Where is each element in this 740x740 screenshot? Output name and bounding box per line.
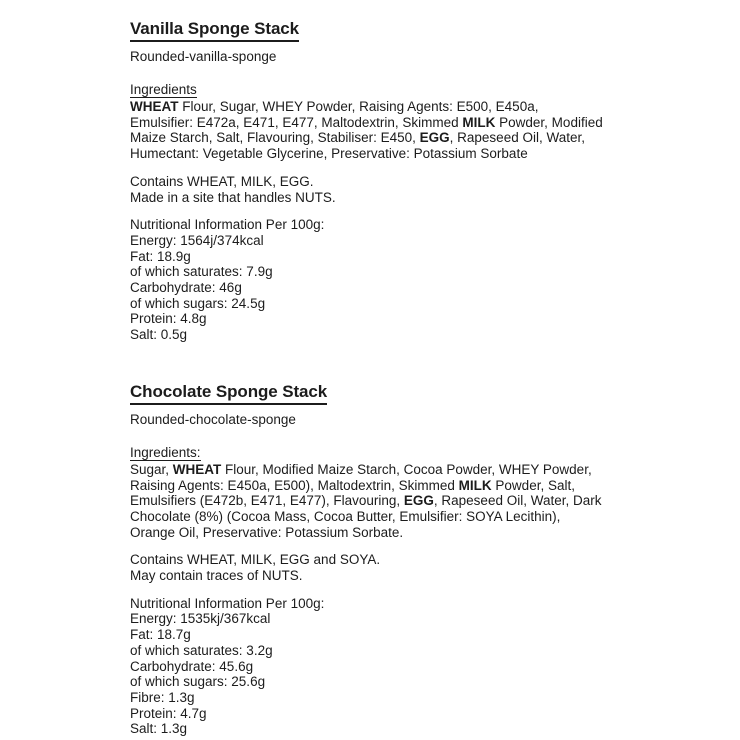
nutrition-line: Carbohydrate: 45.6g: [130, 658, 254, 674]
allergen-may-contain-statement: May contain traces of NUTS.: [130, 568, 303, 584]
spacer: [130, 584, 605, 596]
spacer: [130, 162, 605, 174]
product-subtitle: Rounded-chocolate-sponge: [130, 411, 296, 427]
spacer: [130, 66, 605, 81]
ingredients-text: [130, 99, 605, 162]
nutrition-line: Protein: 4.7g: [130, 705, 207, 721]
ingredients-label-text: Ingredients: [130, 82, 197, 97]
allergen-highlight: MILK: [462, 114, 496, 130]
spacer: [130, 540, 605, 552]
allergen-highlight: WHEAT: [130, 99, 179, 114]
nutrition-line: of which sugars: 25.6g: [130, 674, 266, 690]
ingredient-text-run: , Rapeseed Oil, Water, Humectant: Vegetable Glycerine, Preservative: Potassium Sorbate: [130, 130, 585, 162]
nutrition-line: of which sugars: 24.5g: [130, 295, 266, 311]
product-section: [130, 381, 605, 737]
ingredient-text-run: Flour, Sugar, WHEY Powder, Raising Agents: E500, E450a, Emulsifier: E472a, E471, E477, Maltodextrin, Skimmed: [130, 99, 539, 130]
product-subtitle: Rounded-vanilla-sponge: [130, 49, 277, 64]
ingredients-label-text: Ingredients:: [130, 444, 201, 460]
product-title: Vanilla Sponge Stack: [130, 18, 299, 42]
ingredients-label: [130, 81, 605, 99]
product-title-wrapper: [130, 18, 605, 43]
spacer: [130, 205, 605, 217]
allergen-contains-statement: Contains WHEAT, MILK, EGG and SOYA.: [130, 552, 381, 568]
ingredient-text-run: Flour, Modified Maize Starch, Cocoa Powder, WHEY Powder, Raising Agents: E450a, E500), Maltodextrin, Skimmed: [130, 461, 592, 493]
product-list: [130, 18, 603, 737]
nutrition-line: Fat: 18.7g: [130, 627, 191, 643]
allergen-highlight: WHEAT: [172, 461, 222, 477]
nutrition-line: of which saturates: 7.9g: [130, 264, 273, 280]
product-title: Chocolate Sponge Stack: [130, 381, 327, 405]
nutrition-line: Carbohydrate: 46g: [130, 280, 242, 296]
ingredient-text-run: Powder, Salt, Emulsifiers (E472b, E471, E477), Flavouring,: [130, 477, 575, 509]
nutrition-line: Fibre: 1.3g: [130, 689, 195, 705]
allergen-contains-statement: Contains WHEAT, MILK, EGG.: [130, 173, 314, 189]
nutrition-line: of which saturates: 3.2g: [130, 642, 273, 658]
product-section: [130, 18, 605, 343]
product-title-wrapper: [130, 381, 605, 406]
nutrition-line: Energy: 1535kj/367kcal: [130, 611, 271, 627]
allergen-may-contain-statement: Made in a site that handles NUTS.: [130, 189, 336, 205]
nutrition-line: Salt: 1.3g: [130, 721, 188, 737]
ingredient-text-run: Powder, Modified Maize Starch, Salt, Flavouring, Stabiliser: E450,: [130, 114, 603, 146]
ingredients-label: [130, 444, 605, 462]
nutrition-line: Protein: 4.8g: [130, 311, 207, 327]
nutrition-label: Nutritional Information Per 100g:: [130, 217, 325, 233]
allergen-highlight: EGG: [419, 130, 450, 146]
allergen-highlight: MILK: [458, 477, 492, 493]
nutrition-label: Nutritional Information Per 100g:: [130, 595, 325, 611]
nutrition-line: Salt: 0.5g: [130, 327, 188, 343]
allergen-highlight: EGG: [403, 493, 434, 509]
spacer: [130, 429, 605, 444]
ingredients-text: [130, 462, 605, 541]
ingredient-text-run: , Rapeseed Oil, Water, Dark Chocolate (8%) (Cocoa Mass, Cocoa Butter, Emulsifier: SOYA Lecithin), Orange Oil, Preservative: Potassium Sorbate.: [130, 493, 602, 540]
ingredient-text-run: Sugar,: [130, 461, 173, 477]
nutrition-line: Fat: 18.9g: [130, 248, 191, 264]
nutrition-line: Energy: 1564j/374kcal: [130, 232, 264, 248]
